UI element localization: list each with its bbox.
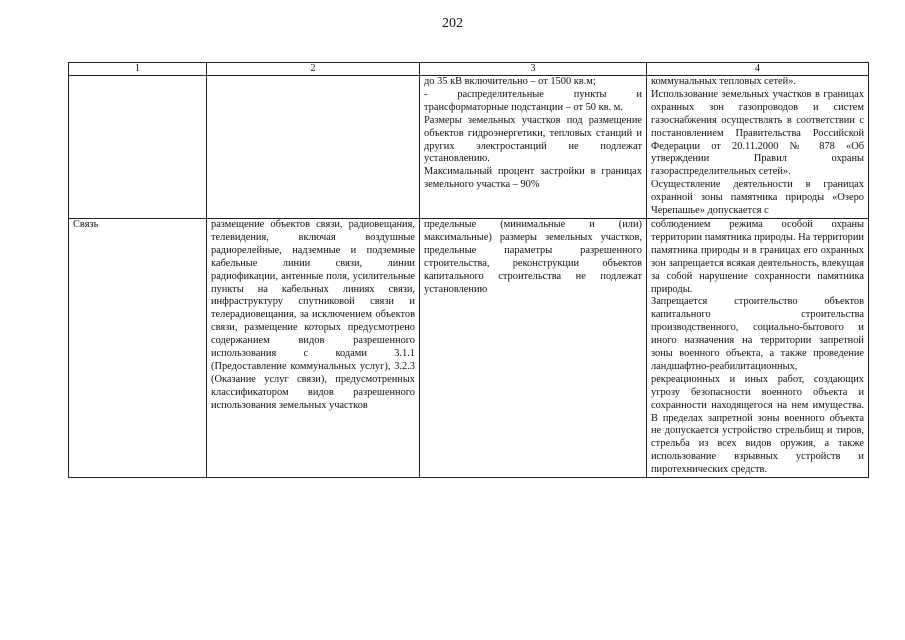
- row2-col4-text-1: соблюдением режима особой охраны территории памятника природы. На территории памятника природы и в границах его охранных зон запрещается всякая деятельность, влекущая за собой нарушение сохранности памятника природы.: [651, 218, 864, 295]
- row2-col4-cell: [647, 218, 869, 477]
- row1-col3-text-4: Максимальный процент застройки в границах земельного участка – 90%: [424, 166, 642, 191]
- row1-col2-cell: [207, 76, 420, 219]
- row1-col3-text-1: до 35 кВ включительно – от 1500 кв.м;: [424, 76, 596, 87]
- table-row: [69, 218, 869, 477]
- row1-col4-text-1: коммунальных тепловых сетей».: [651, 76, 797, 87]
- row2-col2-cell: [207, 218, 420, 477]
- row2-col4-text-2: Запрещается строительство объектов капитального строительства производственного, социально-бытового и иного назначения на территории запретной зоны военного объекта, а также проведение ландшафтно-реабилитационных, рекреационных и иных работ, создающих угрозу безопасности военного объекта и сохранности находящегося на нем имущества. В пределах запретной зоны военного объекта не допускается устройство стрельбищ и тиров, стрельба из всех видов оружия, а также использование взрывных устройств и пиротехнических средств.: [651, 296, 864, 476]
- row2-col3-text: предельные (минимальные и (или) максимальные) размеры земельных участков, предельные параметры разрешенного строительства, реконструкции объектов капитального строительства не подлежат установлению: [424, 218, 642, 295]
- column-header-4: 4: [647, 63, 869, 76]
- column-header-1: 1: [69, 63, 207, 76]
- row1-col4-text-3: Осуществление деятельности в границах охранной зоны памятника природы «Озеро Черепашье» допускается с: [651, 179, 864, 217]
- column-number-row: [69, 63, 869, 76]
- row1-col3-text-2: - распределительные пункты и трансформаторные подстанции – от 50 кв. м.: [424, 88, 642, 113]
- row1-col4-cell: [647, 76, 869, 219]
- row1-col1-cell: [69, 76, 207, 219]
- row2-col1-cell: Связь: [69, 218, 207, 477]
- row2-col2-text: размещение объектов связи, радиовещания, телевидения, включая воздушные радиорелейные, надземные и подземные кабельные линии связи, линии радиофикации, антенные поля, усилительные пункты на кабельных линиях связи, инфраструктуру спутниковой связи и телерадиовещания, за исключением объектов связи, размещение которых предусмотрено содержанием видов разрешенного использования с кодами 3.1.1 (Предоставление коммунальных услуг), 3.2.3 (Оказание услуг связи), предусмотренных классификатором видов разрешенного использования земельных участков: [211, 218, 415, 411]
- row1-col3-text-3: Размеры земельных участков под размещение объектов гидроэнергетики, тепловых станций и других электростанций не подлежат установлению.: [424, 114, 642, 165]
- land-use-table: [68, 62, 869, 478]
- row1-col3-cell: [420, 76, 647, 219]
- table-row: [69, 76, 869, 219]
- page-number: 202: [442, 16, 463, 31]
- row1-col4-text-2: Использование земельных участков в границах охранных зон газопроводов и систем газоснабжения осуществлять в соответствии с постановлением Правительства Российской Федерации от 20.11.2000 № 878 «Об утверждении Правил охраны газораспределительных сетей».: [651, 88, 864, 178]
- column-header-2: 2: [207, 63, 420, 76]
- row2-col3-cell: [420, 218, 647, 477]
- column-header-3: 3: [420, 63, 647, 76]
